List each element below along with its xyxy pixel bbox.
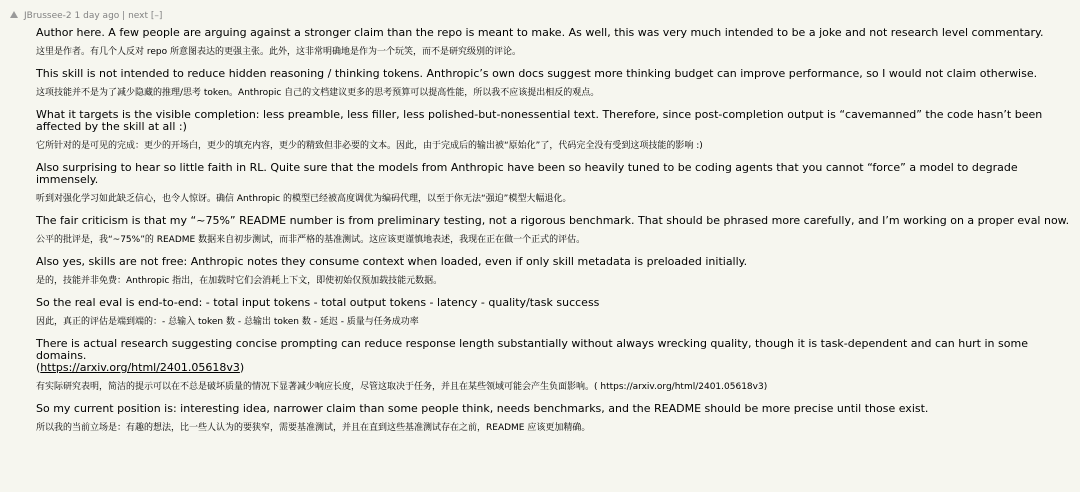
paragraph-7 (36, 297, 1076, 328)
paragraph-3 (36, 109, 1076, 152)
paragraph-text-en: This skill is not intended to reduce hidden reasoning / thinking tokens. Anthropic’s own docs suggest more thinking budget can improve performance, so I would not claim otherwise. (36, 67, 1038, 80)
paragraph-text-en-main: There is actual research suggesting concise prompting can reduce response length substantially without always wrecking quality, though it is task-dependent and can hurt in some domains. (36, 337, 1028, 362)
arxiv-link[interactable]: https://arxiv.org/html/2401.05618v3 (40, 361, 240, 374)
paragraph-text-en: Also yes, skills are not free: Anthropic notes they consume context when loaded, even if only skill metadata is preloaded initially. (36, 255, 748, 268)
paragraph-text-zh: 因此，真正的评估是端到端的：- 总输入 token 数 - 总输出 token 数 - 延迟 - 质量与任务成功率 (36, 317, 419, 327)
paragraph-4 (36, 162, 1076, 205)
paragraph-9 (36, 403, 1076, 434)
link-open-paren: ( (36, 361, 41, 374)
paragraph-6 (36, 256, 1076, 287)
paragraph-text-en: So the real eval is end-to-end: - total input tokens - total output tokens - latency - quality/task success (36, 296, 600, 309)
paragraph-text-zh: 有实际研究表明，简洁的提示可以在不总是破坏质量的情况下显著减少响应长度，尽管这取决于任务，并且在某些领域可能会产生负面影响。( https://arxiv.org/html/2401.05618v3) (36, 382, 768, 392)
paragraph-text-zh: 公平的批评是，我“~75%”的 README 数据来自初步测试，而非严格的基准测试。这应该更谨慎地表述，我现在正在做一个正式的评估。 (36, 235, 586, 245)
paragraph-text-zh: 这项技能并不是为了减少隐藏的推理/思考 token。Anthropic 自己的文档建议更多的思考预算可以提高性能，所以我不应该提出相反的观点。 (36, 88, 600, 98)
next-link[interactable]: next (128, 11, 149, 21)
comment-body (36, 27, 1076, 434)
collapse-toggle[interactable]: [–] (150, 11, 163, 21)
paragraph-text-zh: 它所针对的是可见的完成：更少的开场白，更少的填充内容，更少的精致但非必要的文本。因此，由于完成后的输出被“原始化”了，代码完全没有受到这项技能的影响 :) (36, 141, 703, 151)
paragraph-text-en: What it targets is the visible completion: less preamble, less filler, less polished-but-nonessential text. Therefore, since post-completion output is “cavemanned” the code hasn’t been affected by the skill at all :) (36, 108, 1043, 133)
comment-meta (24, 10, 1068, 22)
paragraph-8 (36, 338, 1076, 393)
paragraph-text-en: Also surprising to hear so little faith in RL. Quite sure that the models from Anthropic have been so heavily tuned to be coding agents that you cannot “force” a model to degrade immensely. (36, 161, 1018, 186)
paragraph-text-zh: 听到对强化学习如此缺乏信心，也令人惊讶。确信 Anthropic 的模型已经被高度调优为编码代理，以至于你无法“强迫”模型大幅退化。 (36, 194, 572, 204)
meta-separator: | (122, 11, 126, 21)
comment-age-link[interactable]: 1 day ago (74, 11, 120, 21)
comment-author-link[interactable]: JBrussee-2 (24, 11, 72, 21)
paragraph-text-en (36, 338, 1076, 374)
paragraph-text-zh: 是的，技能并非免费：Anthropic 指出，在加载时它们会消耗上下文，即使初始仅预加载技能元数据。 (36, 276, 443, 286)
paragraph-1 (36, 27, 1076, 58)
upvote-arrow-icon[interactable] (10, 11, 18, 18)
paragraph-text-zh: 这里是作者。有几个人反对 repo 所意图表达的更强主张。此外，这非常明确地是作为一个玩笑，而不是研究级别的评论。 (36, 47, 521, 57)
paragraph-text-en: Author here. A few people are arguing against a stronger claim than the repo is meant to make. As well, this was very much intended to be a joke and not research level commentary. (36, 26, 1044, 39)
paragraph-2 (36, 68, 1076, 99)
link-close-paren: ) (239, 361, 245, 374)
paragraph-5 (36, 215, 1076, 246)
paragraph-text-zh: 所以我的当前立场是：有趣的想法，比一些人认为的要狭窄，需要基准测试，并且在直到这些基准测试存在之前，README 应该更加精确。 (36, 423, 591, 433)
paragraph-text-en: The fair criticism is that my “~75%” README number is from preliminary testing, not a rigorous benchmark. That should be phrased more carefully, and I’m working on a proper eval now. (36, 214, 1070, 227)
paragraph-text-en: So my current position is: interesting idea, narrower claim than some people think, needs benchmarks, and the README should be more precise until those exist. (36, 402, 929, 415)
